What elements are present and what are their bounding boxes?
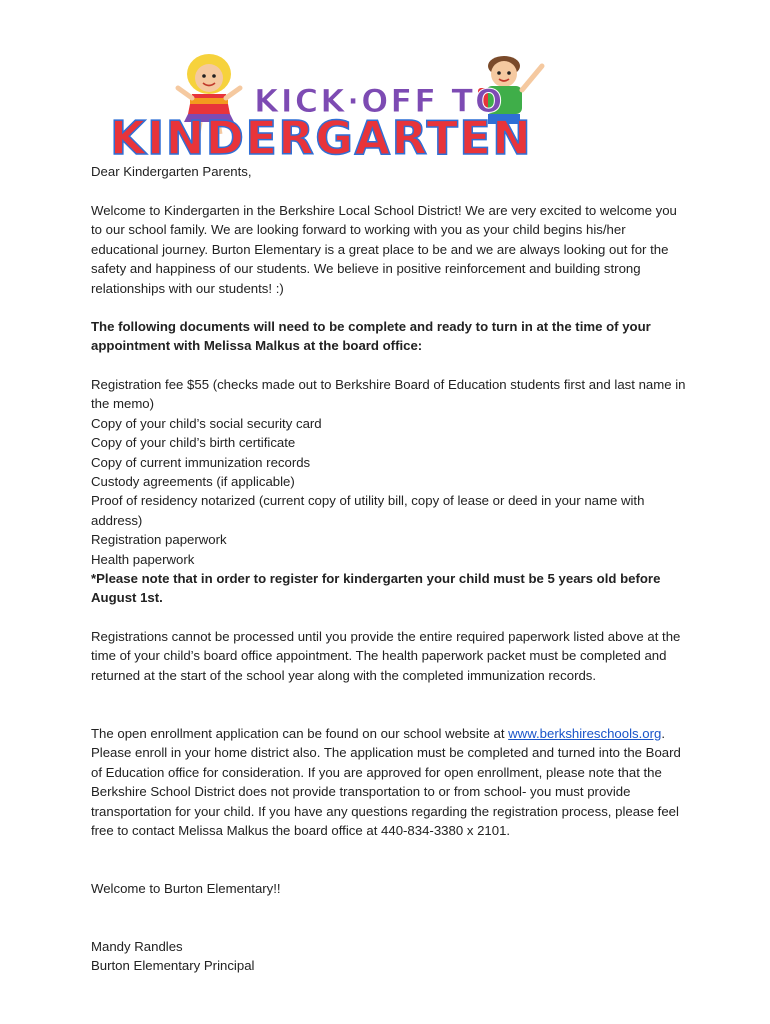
enrollment-text-after: . Please enroll in your home district also. The application must be completed and turned into the Board of Education office for consideration. If you are approved for open enrollment, please note that the Berkshire School District does not provide transportation to or from school- you must provide transportation for your child. If you have any questions regarding the registration process, please feel free to contact Melissa Malkus the board office at 440-834-3380 x 2101. <box>91 726 681 839</box>
banner-line1: KICK·OFF TO <box>254 82 505 120</box>
age-requirement-note: *Please note that in order to register for kindergarten your child must be 5 years old before August 1st. <box>91 571 661 606</box>
letter-greeting: Dear Kindergarten Parents, <box>91 164 252 179</box>
school-website-link[interactable]: www.berkshireschools.org <box>508 726 662 741</box>
letter-intro: Welcome to Kindergarten in the Berkshire Local School District! We are very excited to welcome you to our school family. We are looking forward to working with you as your child begins his/her educational journey. Burton Elementary is a great place to be and we are always looking out for the safety and happiness of our students. We believe in positive reinforcement and building strong relationships with our students! :) <box>91 203 677 296</box>
banner-line2: KINDERGARTEN <box>110 111 533 160</box>
list-item: Custody agreements (if applicable) <box>91 474 295 490</box>
kickoff-banner <box>104 52 688 160</box>
signer-name: Mandy Randles <box>91 939 183 954</box>
list-item: Copy of your child’s birth certificate <box>91 435 296 451</box>
enrollment-text-before: The open enrollment application can be found on our school website at <box>91 726 509 741</box>
list-item: Health paperwork <box>91 551 195 567</box>
list-item: Proof of residency notarized (current copy of utility bill, copy of lease or deed in your name with address) <box>91 493 645 528</box>
signer-title: Burton Elementary Principal <box>91 958 255 973</box>
documents-list <box>91 375 691 569</box>
enrollment-paragraph <box>91 724 691 840</box>
processing-paragraph: Registrations cannot be processed until you provide the entire required paperwork listed above at the time of your child’s board office appointment. The health paperwork packet must be completed and returned at the start of the school year along with the completed immunization records. <box>91 629 681 683</box>
documents-heading: The following documents will need to be complete and ready to turn in at the time of your appointment with Melissa Malkus at the board office: <box>91 319 651 354</box>
list-item: Copy of your child’s social security card <box>91 415 322 431</box>
list-item: Registration fee $55 (checks made out to Berkshire Board of Education students first and last name in the memo) <box>91 377 686 412</box>
closing-line: Welcome to Burton Elementary!! <box>91 881 281 896</box>
list-item: Registration paperwork <box>91 532 227 548</box>
list-item: Copy of current immunization records <box>91 454 311 470</box>
